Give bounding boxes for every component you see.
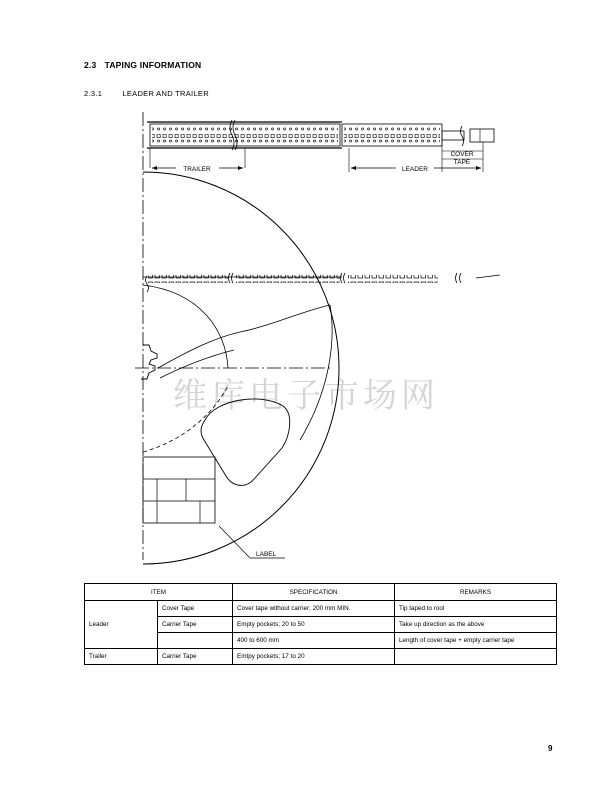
row-sub-empty <box>158 633 233 649</box>
cover-tape-label-line1: COVER <box>450 151 474 158</box>
table-row <box>85 601 557 617</box>
label-callout: LABEL <box>256 551 277 558</box>
row-spec: Cover tape without carrier; 200 mm MIN. <box>233 601 395 617</box>
row-group-trailer: Trailer <box>85 649 158 665</box>
watermark-text: 维库电子市场网 <box>173 377 439 415</box>
page-number: 9 <box>548 744 553 753</box>
section-number: 2.3 <box>84 60 97 70</box>
row-spec: Emtpy pockets; 17 to 20 <box>233 649 395 665</box>
subsection-number: 2.3.1 <box>84 89 103 98</box>
table-row <box>85 649 557 665</box>
row-remarks: Length of cover tape + empty carrier tape <box>395 633 557 649</box>
reel-label-grid <box>143 457 215 523</box>
trailer-dimension-label: TRAILER <box>183 166 211 173</box>
row-sub: Carrier Tape <box>158 649 233 665</box>
row-sub: Carrier Tape <box>158 617 233 633</box>
row-remarks <box>395 649 557 665</box>
cover-tape-label-line2: TAPE <box>453 159 471 166</box>
section-title: TAPING INFORMATION <box>104 60 202 70</box>
header-item: ITEM <box>85 584 233 601</box>
table-header-row <box>85 584 557 601</box>
header-specification: SPECIFICATION <box>233 584 395 601</box>
leader-dimension-label: LEADER <box>401 166 429 173</box>
subsection-title: LEADER AND TRAILER <box>122 89 209 98</box>
row-spec: Empty pockets; 20 to 50 <box>233 617 395 633</box>
top-tape-strip <box>147 120 494 172</box>
taping-spec-table <box>84 583 557 665</box>
row-remarks: Take up direction as the above <box>395 617 557 633</box>
middle-tape-strip <box>143 273 500 292</box>
row-group-leader: Leader <box>85 601 158 649</box>
header-remarks: REMARKS <box>395 584 557 601</box>
row-spec: 400 to 600 mm <box>233 633 395 649</box>
row-sub: Cover Tape <box>158 601 233 617</box>
row-remarks: Tip taped to rool <box>395 601 557 617</box>
